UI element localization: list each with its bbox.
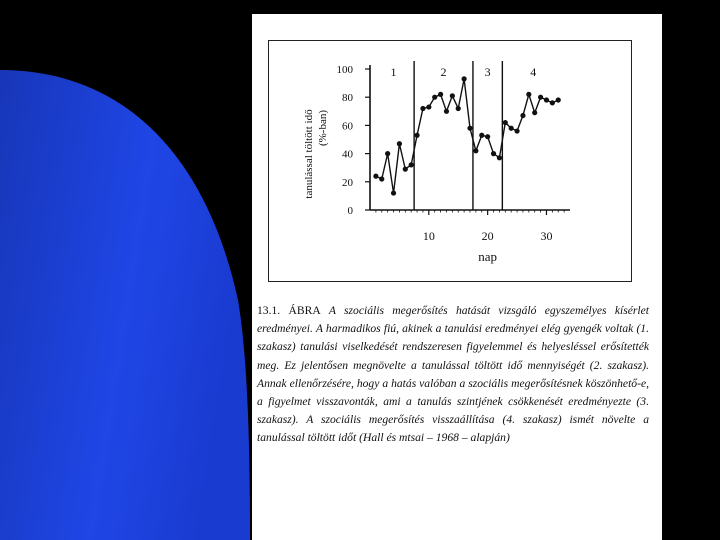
y-axis-label-line2: (%-ban)	[317, 109, 329, 147]
data-point	[509, 126, 514, 131]
data-point	[485, 134, 490, 139]
data-point	[403, 167, 408, 172]
data-point	[550, 100, 555, 105]
y-tick-label: 60	[342, 120, 353, 133]
data-point	[473, 148, 478, 153]
data-point	[450, 93, 455, 98]
data-point	[526, 92, 531, 97]
data-point	[432, 95, 437, 100]
data-point	[414, 133, 419, 138]
data-point	[544, 97, 549, 102]
y-tick-label: 100	[336, 64, 353, 76]
x-tick-label: 10	[422, 229, 435, 243]
phase-label: 3	[484, 65, 491, 79]
line-chart	[252, 14, 662, 304]
data-point	[426, 104, 431, 109]
x-tick-label: 20	[481, 229, 494, 243]
data-point	[556, 97, 561, 102]
data-point	[491, 151, 496, 156]
data-point	[538, 95, 543, 100]
data-point	[391, 190, 396, 195]
y-tick-label: 40	[342, 148, 353, 161]
y-axis-label-line1: tanulással töltött idő	[303, 109, 315, 199]
data-point	[438, 92, 443, 97]
data-point	[503, 120, 508, 125]
y-tick-label: 80	[342, 92, 353, 105]
data-point	[479, 133, 484, 138]
data-point	[462, 76, 467, 81]
data-point	[409, 162, 414, 167]
series-line-group	[376, 79, 558, 193]
figure-caption	[257, 302, 649, 448]
caption-text: A szociális megerősítés hatását vizsgáló egyszemélyes kísérlet eredményei. A harmadikos fiú, akinek a tanulási eredményei elég gyengék voltak (1. szakasz) tanulási viselkedését rendszeresen figyelemmel és helyesléssel erősítették meg. Ez jelentősen megnövelte a tanulással töltött idő mennyiségét (2. szakasz). Annak ellenőrzésére, hogy a hatás valóban a szociális megerősítésnek köszönhető-e, a figyelmet visszavonták, ami a tanulás szintjének csökkenését eredményezte (3. szakasz). A szociális megerősítés visszaállítása (4. szakasz) ismét növelte a tanulással töltött időt (Hall és mtsai – 1968 – alapján)	[257, 304, 649, 445]
data-point	[385, 151, 390, 156]
data-point	[514, 128, 519, 133]
data-point	[397, 141, 402, 146]
blue-curve-shape	[0, 70, 250, 540]
data-point	[497, 155, 502, 160]
data-point	[456, 106, 461, 111]
x-tick-label: 30	[540, 229, 553, 243]
phase-label: 2	[440, 65, 447, 79]
data-point	[520, 113, 525, 118]
data-point	[379, 176, 384, 181]
data-point	[467, 126, 472, 131]
data-point	[420, 106, 425, 111]
y-tick-label: 20	[342, 176, 353, 189]
phase-label: 1	[390, 65, 397, 79]
x-axis-label: nap	[478, 249, 498, 264]
data-point	[532, 110, 537, 115]
phase-label: 4	[530, 65, 537, 79]
y-tick-label: 0	[347, 205, 353, 217]
chart-labels	[303, 64, 552, 264]
series-line	[376, 79, 558, 193]
caption-lead: 13.1. ÁBRA	[257, 304, 321, 317]
data-point	[444, 109, 449, 114]
data-points	[373, 76, 561, 195]
data-point	[373, 174, 378, 179]
